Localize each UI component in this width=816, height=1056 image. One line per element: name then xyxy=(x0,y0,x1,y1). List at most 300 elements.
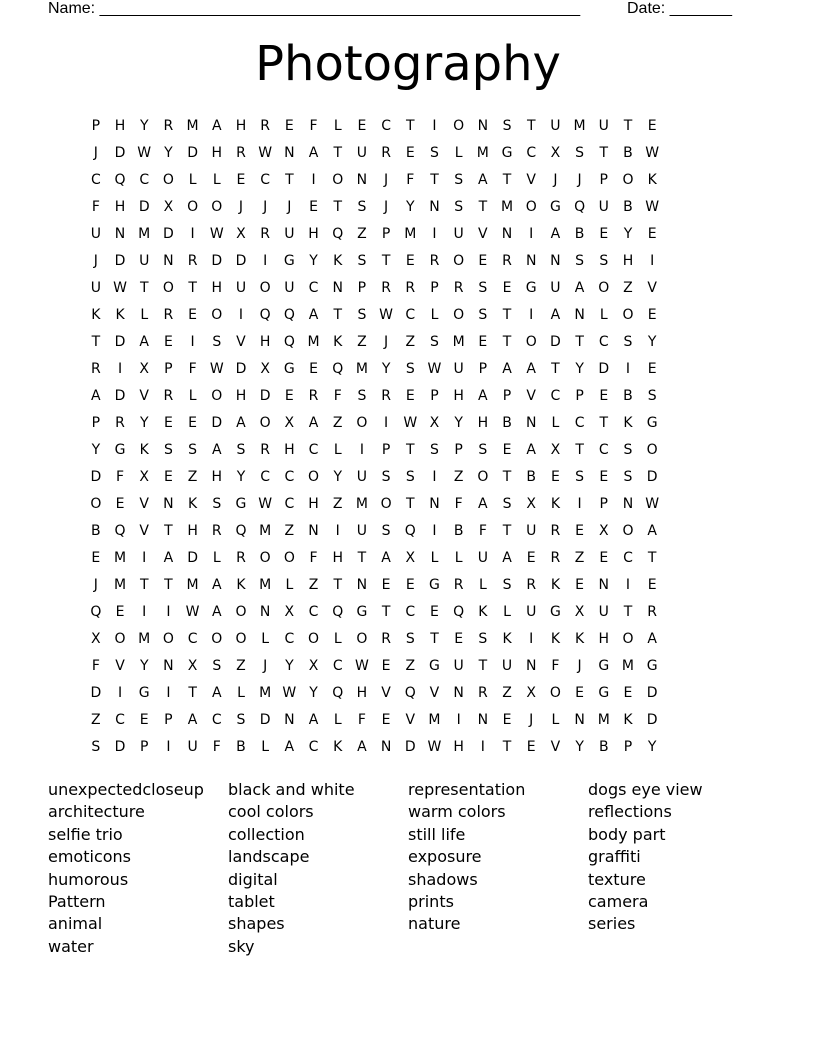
grid-letter: K xyxy=(550,496,561,512)
grid-letter: M xyxy=(259,523,272,539)
grid-row xyxy=(84,599,734,626)
grid-letter: M xyxy=(355,361,369,377)
grid-letter: E xyxy=(599,226,609,242)
grid-letter: H xyxy=(187,523,199,539)
grid-letter: W xyxy=(403,415,418,431)
grid-letter: O xyxy=(283,550,296,566)
grid-letter: I xyxy=(117,361,123,377)
grid-letter: T xyxy=(599,415,609,431)
grid-letter: E xyxy=(163,334,174,350)
grid-letter: D xyxy=(187,145,199,161)
grid-letter: N xyxy=(501,226,513,242)
grid-letter: N xyxy=(163,253,175,269)
grid-letter: Y xyxy=(139,658,149,674)
grid-letter: C xyxy=(308,739,319,755)
grid-letter: N xyxy=(284,712,296,728)
grid-letter: R xyxy=(550,523,561,539)
grid-letter: V xyxy=(139,388,150,404)
grid-letter: V xyxy=(647,280,658,296)
grid-letter: O xyxy=(356,631,368,647)
grid-letter: U xyxy=(139,253,150,269)
grid-letter: R xyxy=(115,415,126,431)
grid-letter: C xyxy=(405,307,416,323)
grid-row xyxy=(84,626,734,653)
grid-letter: B xyxy=(236,739,247,755)
grid-letter: O xyxy=(453,118,465,134)
grid-letter: R xyxy=(236,145,247,161)
grid-letter: K xyxy=(139,442,150,458)
grid-letter: M xyxy=(355,496,369,512)
grid-letter: S xyxy=(212,496,222,512)
grid-letter: E xyxy=(478,253,488,269)
grid-letter: C xyxy=(308,604,319,620)
grid-letter: D xyxy=(90,685,102,701)
grid-letter: I xyxy=(166,739,171,755)
grid-row xyxy=(84,491,734,518)
grid-letter: E xyxy=(115,496,125,512)
grid-letter: A xyxy=(163,550,174,566)
grid-letter: X xyxy=(574,604,585,620)
grid-row xyxy=(84,734,734,761)
grid-letter: U xyxy=(550,280,562,296)
grid-letter: O xyxy=(453,253,465,269)
grid-letter: E xyxy=(526,550,537,566)
grid-row xyxy=(84,194,734,221)
grid-letter: O xyxy=(622,172,634,188)
grid-letter: U xyxy=(501,658,513,674)
grid-letter: E xyxy=(647,361,658,377)
grid-letter: I xyxy=(142,604,147,620)
word-item: nature xyxy=(408,914,461,934)
grid-letter: K xyxy=(188,496,198,512)
grid-letter: L xyxy=(454,550,464,566)
grid-letter: N xyxy=(574,712,586,728)
grid-letter: V xyxy=(115,658,126,674)
grid-letter: E xyxy=(115,604,125,620)
grid-letter: V xyxy=(236,334,247,350)
grid-letter: W xyxy=(258,496,273,512)
grid-letter: F xyxy=(91,658,101,674)
word-item: selfie trio xyxy=(48,824,123,844)
grid-letter: E xyxy=(647,577,658,593)
grid-letter: E xyxy=(502,442,512,458)
grid-letter: G xyxy=(283,253,296,269)
grid-letter: C xyxy=(284,631,295,647)
grid-letter: Q xyxy=(283,334,296,350)
grid-letter: N xyxy=(259,604,271,620)
grid-letter: U xyxy=(356,523,368,539)
grid-row xyxy=(84,248,734,275)
grid-letter: C xyxy=(260,172,271,188)
grid-letter: M xyxy=(138,226,151,242)
grid-letter: X xyxy=(91,631,102,647)
grid-letter: L xyxy=(454,145,464,161)
grid-letter: K xyxy=(333,253,343,269)
word-item: emoticons xyxy=(48,847,131,867)
grid-letter: A xyxy=(308,712,319,728)
grid-letter: A xyxy=(647,523,658,539)
grid-letter: J xyxy=(384,199,389,215)
grid-letter: B xyxy=(574,226,585,242)
grid-letter: D xyxy=(138,199,151,215)
grid-letter: M xyxy=(113,550,127,566)
grid-letter: P xyxy=(381,442,391,458)
grid-letter: L xyxy=(261,631,270,647)
grid-letter: Q xyxy=(235,523,247,539)
grid-letter: U xyxy=(235,280,247,296)
grid-letter: I xyxy=(650,253,655,269)
grid-letter: M xyxy=(186,118,200,134)
grid-letter: L xyxy=(333,118,343,134)
grid-letter: P xyxy=(454,442,464,458)
grid-letter: W xyxy=(282,685,297,701)
grid-letter: F xyxy=(478,523,488,539)
grid-letter: D xyxy=(646,685,659,701)
grid-letter: O xyxy=(549,685,562,701)
grid-letter: S xyxy=(430,145,440,161)
grid-letter: S xyxy=(357,307,367,323)
grid-letter: H xyxy=(332,550,344,566)
grid-letter: I xyxy=(166,685,171,701)
grid-letter: L xyxy=(599,307,609,323)
grid-letter: Z xyxy=(502,685,513,701)
grid-letter: S xyxy=(405,361,416,377)
grid-letter: C xyxy=(284,496,295,512)
grid-row xyxy=(84,275,734,302)
word-item: exposure xyxy=(408,847,482,867)
word-item: cool colors xyxy=(228,802,314,822)
grid-letter: R xyxy=(236,550,247,566)
grid-letter: H xyxy=(114,199,126,215)
grid-letter: U xyxy=(550,118,562,134)
grid-letter: N xyxy=(453,685,465,701)
grid-letter: D xyxy=(114,253,126,269)
grid-letter: P xyxy=(623,739,633,755)
grid-letter: S xyxy=(623,469,633,485)
grid-letter: Z xyxy=(236,658,247,674)
grid-letter: S xyxy=(575,469,585,485)
grid-letter: J xyxy=(263,199,268,215)
grid-letter: E xyxy=(647,307,658,323)
grid-letter: U xyxy=(284,226,295,242)
grid-letter: O xyxy=(622,523,634,539)
grid-letter: E xyxy=(188,415,198,431)
grid-letter: T xyxy=(139,280,149,296)
letter-grid xyxy=(84,113,734,761)
grid-letter: T xyxy=(478,199,488,215)
grid-row xyxy=(84,302,734,329)
grid-letter: V xyxy=(139,523,150,539)
grid-letter: I xyxy=(311,172,317,188)
grid-letter: Y xyxy=(333,469,343,485)
grid-letter: S xyxy=(575,145,585,161)
grid-letter: C xyxy=(187,631,198,647)
grid-letter: T xyxy=(647,550,657,566)
grid-letter: D xyxy=(211,253,223,269)
grid-letter: M xyxy=(259,577,272,593)
grid-letter: C xyxy=(332,658,344,674)
grid-letter: G xyxy=(429,577,441,593)
grid-letter: M xyxy=(113,577,127,593)
grid-letter: D xyxy=(163,226,175,242)
word-item: animal xyxy=(48,914,103,934)
grid-letter: V xyxy=(478,226,489,242)
grid-letter: A xyxy=(308,145,319,161)
grid-letter: W xyxy=(209,361,225,377)
grid-letter: R xyxy=(429,253,440,269)
grid-letter: H xyxy=(211,469,223,485)
grid-letter: J xyxy=(93,253,99,269)
grid-letter: H xyxy=(308,226,320,242)
grid-letter: R xyxy=(381,631,392,647)
grid-letter: S xyxy=(623,334,633,350)
grid-letter: O xyxy=(308,631,320,647)
grid-row xyxy=(84,518,734,545)
grid-letter: X xyxy=(187,658,198,674)
grid-letter: J xyxy=(287,199,292,215)
grid-letter: Y xyxy=(309,253,319,269)
grid-letter: O xyxy=(525,334,538,350)
grid-letter: Z xyxy=(623,280,634,296)
grid-letter: Y xyxy=(381,361,391,377)
grid-letter: D xyxy=(259,712,272,728)
grid-letter: Y xyxy=(139,118,149,134)
grid-letter: U xyxy=(187,739,199,755)
grid-letter: K xyxy=(333,739,343,755)
word-column xyxy=(588,779,768,958)
grid-letter: L xyxy=(212,172,222,188)
grid-letter: I xyxy=(432,469,438,485)
grid-letter: S xyxy=(454,199,464,215)
grid-letter: R xyxy=(381,280,392,296)
grid-letter: R xyxy=(453,280,465,296)
grid-letter: S xyxy=(478,280,488,296)
grid-letter: S xyxy=(212,334,222,350)
grid-letter: B xyxy=(91,523,102,539)
grid-letter: L xyxy=(188,388,197,404)
grid-letter: V xyxy=(139,496,150,512)
grid-letter: I xyxy=(432,118,438,134)
grid-letter: P xyxy=(91,415,101,431)
grid-letter: Z xyxy=(187,469,198,485)
grid-letter: L xyxy=(503,604,512,620)
grid-letter: U xyxy=(526,604,537,620)
grid-letter: I xyxy=(238,307,244,323)
grid-letter: F xyxy=(333,388,343,404)
grid-letter: W xyxy=(427,361,442,377)
grid-letter: A xyxy=(236,415,247,431)
grid-letter: H xyxy=(284,442,296,458)
grid-letter: I xyxy=(142,550,147,566)
grid-letter: I xyxy=(263,253,268,269)
grid-letter: S xyxy=(502,577,512,593)
grid-letter: P xyxy=(502,388,512,404)
grid-letter: I xyxy=(384,415,389,431)
page-title: Photography xyxy=(255,36,561,92)
word-item: unexpectedcloseup xyxy=(48,780,204,799)
grid-letter: O xyxy=(332,172,344,188)
grid-row xyxy=(84,680,734,707)
grid-letter: Q xyxy=(90,604,102,620)
grid-letter: R xyxy=(477,685,489,701)
grid-letter: Z xyxy=(91,712,102,728)
grid-letter: S xyxy=(623,442,633,458)
grid-letter: A xyxy=(381,550,392,566)
grid-letter: A xyxy=(502,550,513,566)
grid-letter: X xyxy=(550,442,561,458)
grid-letter: Z xyxy=(332,415,344,431)
grid-letter: G xyxy=(598,685,610,701)
grid-letter: E xyxy=(405,253,416,269)
grid-letter: Q xyxy=(283,307,296,323)
grid-letter: T xyxy=(575,334,585,350)
grid-letter: A xyxy=(139,334,150,350)
grid-letter: I xyxy=(117,685,123,701)
grid-letter: D xyxy=(114,145,126,161)
grid-letter: O xyxy=(235,604,247,620)
grid-letter: B xyxy=(623,145,634,161)
grid-letter: W xyxy=(427,739,442,755)
grid-letter: N xyxy=(525,253,537,269)
grid-letter: U xyxy=(526,523,537,539)
grid-letter: U xyxy=(90,280,102,296)
word-item: tablet xyxy=(228,891,275,911)
grid-letter: O xyxy=(598,280,610,296)
grid-letter: W xyxy=(379,307,394,323)
grid-letter: D xyxy=(259,388,272,404)
grid-letter: A xyxy=(647,631,658,647)
grid-letter: O xyxy=(211,307,223,323)
grid-letter: N xyxy=(163,496,175,512)
grid-letter: T xyxy=(285,172,295,188)
grid-letter: T xyxy=(599,145,609,161)
grid-letter: E xyxy=(502,712,512,728)
grid-letter: X xyxy=(236,226,247,242)
grid-letter: E xyxy=(381,577,392,593)
word-column xyxy=(228,779,408,958)
grid-letter: Z xyxy=(284,523,295,539)
grid-row xyxy=(84,140,734,167)
grid-letter: Y xyxy=(309,685,319,701)
grid-letter: O xyxy=(646,442,659,458)
name-field-label: Name: ______________________________________________________ xyxy=(48,0,581,17)
grid-letter: E xyxy=(309,361,319,377)
grid-letter: E xyxy=(502,280,512,296)
grid-letter: D xyxy=(646,469,659,485)
grid-letter: X xyxy=(163,199,174,215)
grid-letter: A xyxy=(211,577,223,593)
grid-letter: C xyxy=(405,604,416,620)
grid-letter: C xyxy=(598,334,610,350)
grid-letter: A xyxy=(357,739,368,755)
grid-letter: R xyxy=(381,388,392,404)
grid-letter: J xyxy=(93,577,99,593)
grid-letter: E xyxy=(381,658,392,674)
grid-letter: A xyxy=(284,739,295,755)
grid-letter: R xyxy=(211,523,223,539)
grid-letter: E xyxy=(550,469,561,485)
grid-letter: T xyxy=(188,280,198,296)
grid-letter: Y xyxy=(285,658,295,674)
grid-letter: T xyxy=(478,658,488,674)
grid-letter: E xyxy=(284,388,295,404)
grid-letter: V xyxy=(550,739,561,755)
grid-letter: R xyxy=(381,145,392,161)
grid-letter: T xyxy=(91,334,101,350)
grid-letter: H xyxy=(453,739,465,755)
grid-letter: C xyxy=(115,712,126,728)
grid-letter: G xyxy=(114,442,126,458)
grid-letter: E xyxy=(526,739,537,755)
grid-letter: P xyxy=(430,280,440,296)
grid-letter: T xyxy=(333,145,343,161)
grid-letter: N xyxy=(550,253,562,269)
grid-letter: G xyxy=(356,604,368,620)
grid-letter: N xyxy=(525,415,537,431)
grid-letter: C xyxy=(308,442,319,458)
grid-letter: K xyxy=(575,631,585,647)
grid-letter: J xyxy=(384,172,389,188)
grid-letter: O xyxy=(380,496,393,512)
grid-letter: O xyxy=(259,415,272,431)
word-item: landscape xyxy=(228,847,310,867)
grid-letter: R xyxy=(502,253,513,269)
grid-letter: I xyxy=(625,577,631,593)
grid-letter: G xyxy=(646,658,659,674)
grid-letter: B xyxy=(502,415,513,431)
grid-letter: A xyxy=(526,442,537,458)
grid-letter: O xyxy=(308,469,320,485)
grid-letter: U xyxy=(598,118,610,134)
grid-letter: X xyxy=(308,658,319,674)
grid-letter: G xyxy=(283,361,296,377)
grid-letter: L xyxy=(188,172,197,188)
grid-letter: A xyxy=(187,712,198,728)
grid-letter: L xyxy=(237,685,246,701)
grid-letter: N xyxy=(380,739,392,755)
grid-letter: S xyxy=(575,253,585,269)
grid-letter: V xyxy=(381,685,392,701)
grid-letter: L xyxy=(430,550,439,566)
grid-letter: E xyxy=(405,388,416,404)
grid-row xyxy=(84,329,734,356)
word-item: warm colors xyxy=(408,802,506,822)
grid-letter: E xyxy=(599,388,609,404)
grid-letter: W xyxy=(137,145,152,161)
header-line xyxy=(48,0,748,20)
grid-letter: E xyxy=(575,523,585,539)
grid-letter: M xyxy=(428,712,442,728)
grid-letter: L xyxy=(430,307,439,323)
grid-letter: A xyxy=(211,118,223,134)
grid-letter: A xyxy=(550,226,561,242)
grid-letter: S xyxy=(647,388,658,404)
grid-letter: T xyxy=(502,307,512,323)
grid-letter: U xyxy=(477,550,489,566)
grid-letter: Q xyxy=(332,226,344,242)
grid-letter: K xyxy=(115,307,126,323)
grid-letter: Q xyxy=(332,685,344,701)
grid-letter: X xyxy=(284,415,295,431)
grid-letter: W xyxy=(354,658,370,674)
grid-letter: H xyxy=(356,685,368,701)
grid-letter: Y xyxy=(647,334,657,350)
grid-letter: B xyxy=(623,199,634,215)
grid-letter: Z xyxy=(405,658,416,674)
grid-letter: S xyxy=(381,523,392,539)
grid-letter: E xyxy=(405,577,416,593)
grid-letter: W xyxy=(645,145,660,161)
